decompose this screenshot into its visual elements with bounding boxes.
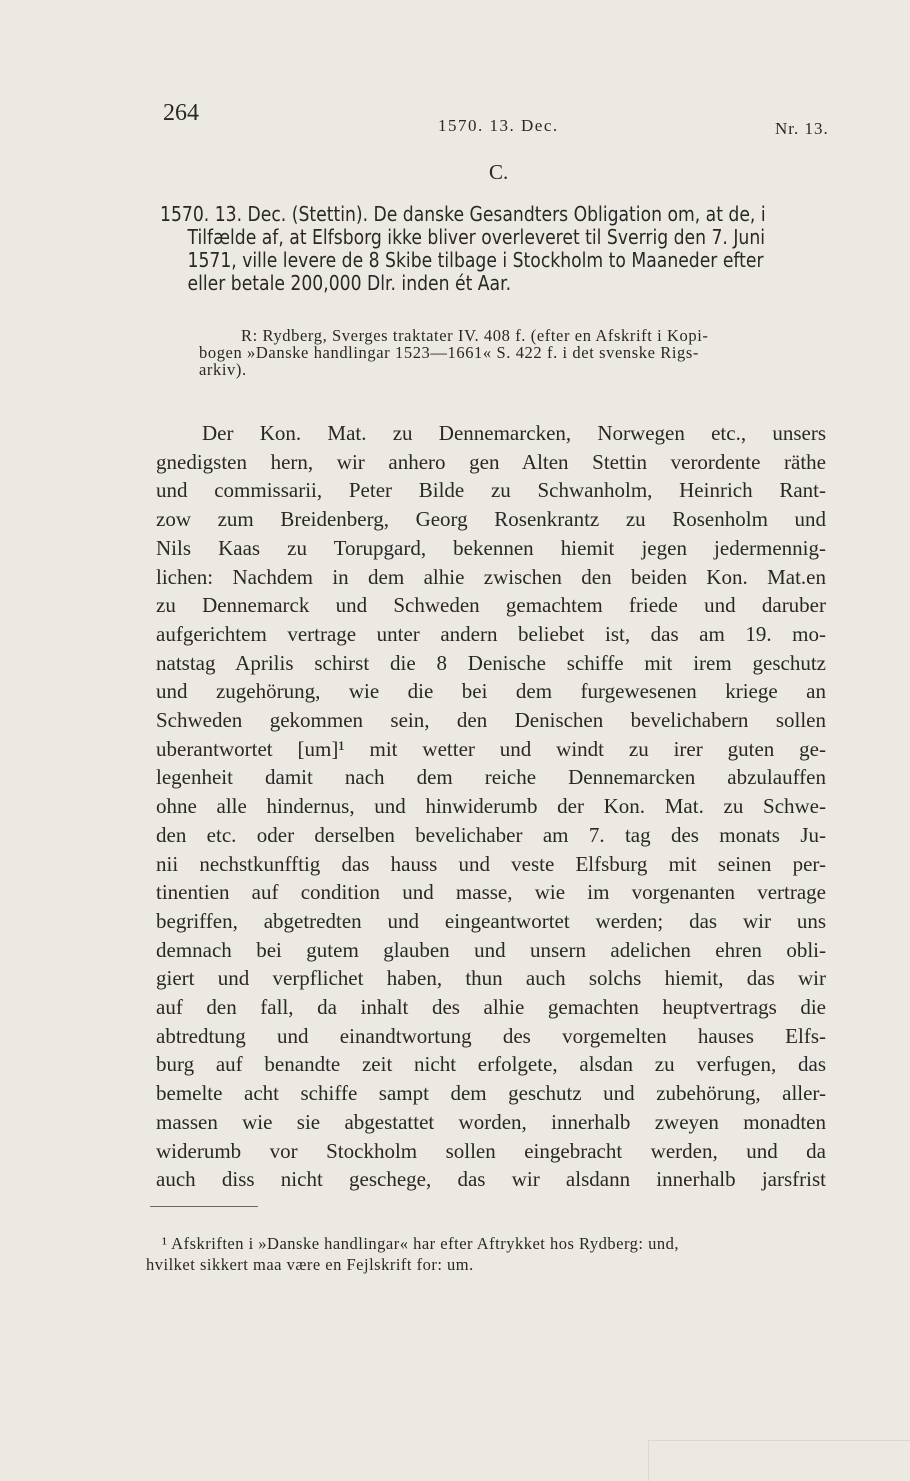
page-corner-shadow: [648, 1440, 910, 1481]
document-summary: [160, 202, 766, 295]
document-body: [156, 419, 836, 1194]
body-line: giert und verpflichet haben, thun auch solchs hiemit, das wir: [156, 966, 826, 991]
body-line: auf den fall, da inhalt des alhie gemachten heuptvertrags die: [156, 995, 826, 1020]
body-line: uberantwortet [um]¹ mit wetter und windt zu irer guten ge-: [156, 736, 826, 761]
source-reference: [199, 326, 709, 379]
source-line: R: Rydberg, Sverges traktater IV. 408 f. (efter en Afskrift i Kopi-: [241, 326, 709, 345]
body-line: und zugehörung, wie die bei dem furgewesenen kriege an: [156, 679, 826, 704]
body-line: auch diss nicht geschege, das wir alsdann innerhalb jarsfrist: [156, 1167, 826, 1192]
body-line: und commissarii, Peter Bilde zu Schwanholm, Heinrich Rant-: [156, 478, 826, 503]
body-line: burg auf benandte zeit nicht erfolgete, alsdan zu verfugen, das: [156, 1052, 826, 1077]
footnote-line: ¹ Afskriften i »Danske handlingar« har efter Aftrykket hos Rydberg: und,: [162, 1234, 679, 1253]
body-line: lichen: Nachdem in dem alhie zwischen den beiden Kon. Mat.en: [156, 564, 826, 589]
summary-line: 1570. 13. Dec. (Stettin). De danske Gesandters Obligation om, at de, i: [160, 202, 766, 226]
summary-line: 1571, ville levere de 8 Skibe tilbage i Stockholm to Maaneder efter: [187, 248, 764, 272]
section-letter: C.: [489, 160, 509, 184]
footnote: [146, 1233, 679, 1275]
body-line: zow zum Breidenberg, Georg Rosenkrantz zu Rosenholm und: [156, 507, 826, 532]
body-line: Nils Kaas zu Torupgard, bekennen hiemit jegen jedermennig-: [156, 535, 826, 560]
body-line: legenheit damit nach dem reiche Dennemarcken abzulauffen: [156, 765, 826, 790]
summary-line: eller betale 200,000 Dlr. inden ét Aar.: [187, 271, 512, 295]
body-line: zu Dennemarck und Schweden gemachtem friede und daruber: [156, 593, 826, 618]
source-line: bogen »Danske handlingar 1523—1661« S. 422 f. i det svenske Rigs-: [199, 343, 700, 362]
page-number: 264: [163, 100, 199, 126]
body-line: abtredtung und einandtwortung des vorgemelten hauses Elfs-: [156, 1023, 826, 1048]
document-number: Nr. 13.: [775, 119, 829, 138]
source-line: arkiv).: [199, 360, 247, 379]
body-line: natstag Aprilis schirst die 8 Denische schiffe mit irem geschutz: [156, 650, 826, 675]
body-line: widerumb vor Stockholm sollen eingebracht werden, und da: [156, 1138, 826, 1163]
body-line: massen wie sie abgestattet worden, innerhalb zweyen monadten: [156, 1109, 826, 1134]
body-line: nii nechstkunfftig das hauss und veste Elfsburg mit seinen per-: [156, 851, 826, 876]
footnote-line: hvilket sikkert maa være en Fejlskrift for: um.: [146, 1255, 474, 1274]
body-line: den etc. oder derselben bevelichaber am 7. tag des monats Ju-: [156, 822, 826, 847]
body-line: ohne alle hindernus, und hinwiderumb der Kon. Mat. zu Schwe-: [156, 794, 826, 819]
running-head-date: 1570. 13. Dec.: [438, 116, 559, 135]
summary-line: Tilfælde af, at Elfsborg ikke bliver overleveret til Sverrig den 7. Juni: [187, 225, 766, 249]
body-line: Schweden gekommen sein, den Denischen bevelichabern sollen: [156, 708, 826, 733]
body-line: bemelte acht schiffe sampt dem geschutz und zubehörung, aller-: [156, 1081, 826, 1106]
footnote-divider: [150, 1206, 258, 1207]
body-line: Der Kon. Mat. zu Dennemarcken, Norwegen etc., unsers: [202, 421, 826, 445]
body-line: begriffen, abgetredten und eingeantwortet werden; das wir uns: [156, 908, 826, 933]
body-line: tinentien auf condition und masse, wie im vorgenanten vertrage: [156, 880, 826, 905]
body-line: aufgerichtem vertrage unter andern beliebet ist, das am 19. mo-: [156, 621, 826, 646]
body-line: demnach bei gutem glauben und unsern adelichen ehren obli-: [156, 937, 826, 962]
body-line: gnedigsten hern, wir anhero gen Alten Stettin verordente räthe: [156, 449, 826, 474]
